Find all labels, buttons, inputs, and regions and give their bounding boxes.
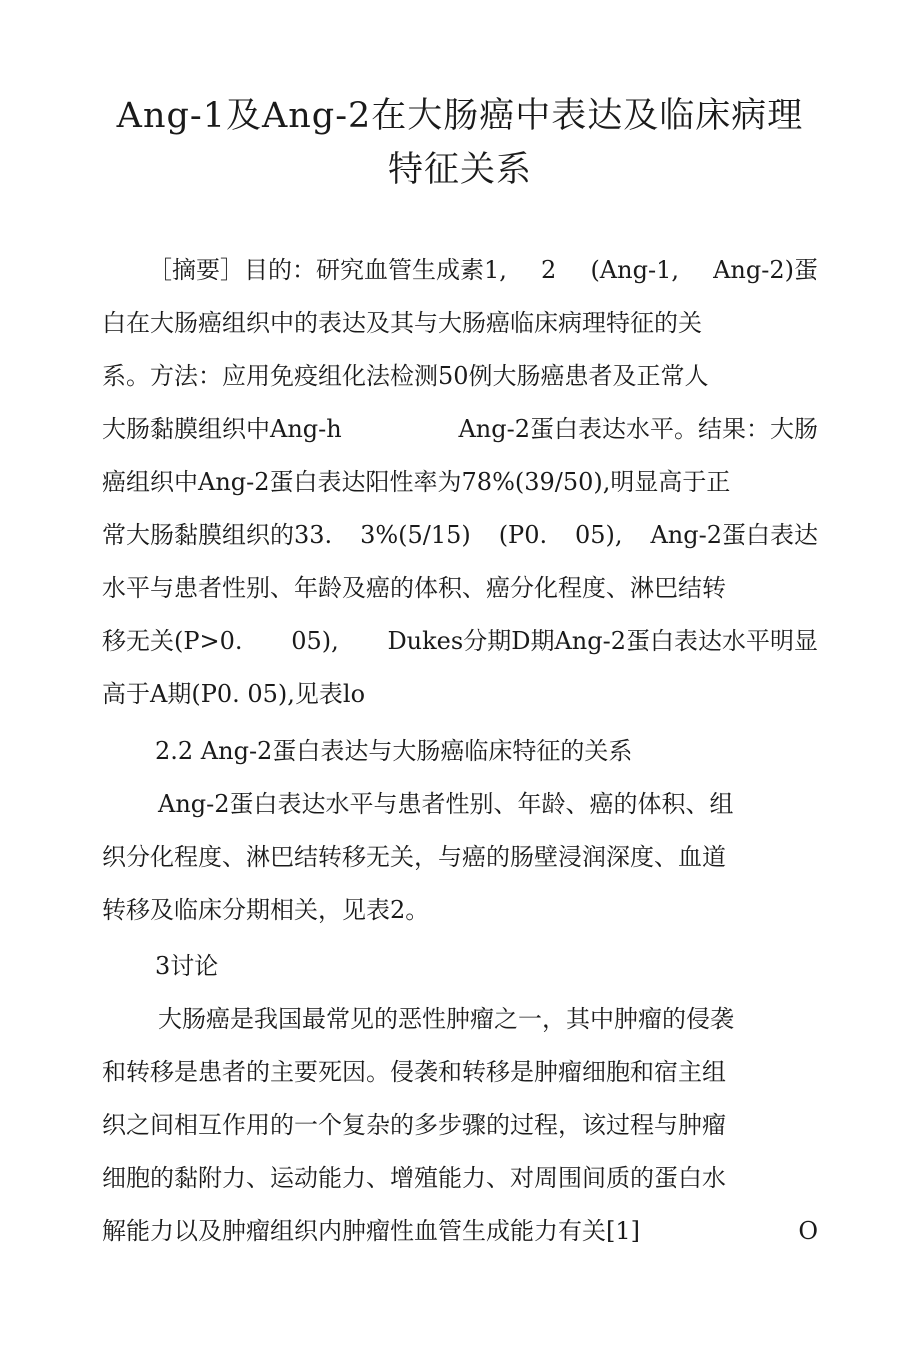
- abstract-line-6-part-a: 常大肠黏膜组织的33.: [102, 521, 333, 549]
- section-3-line-5: [102, 1216, 818, 1246]
- section-3-line-4: 细胞的黏附力、运动能力、增殖能力、对周围间质的蛋白水: [102, 1164, 726, 1192]
- section-3-line-5-part-b: O: [798, 1217, 818, 1245]
- section-2-2-heading: 2.2 Ang-2蛋白表达与大肠癌临床特征的关系: [155, 737, 633, 765]
- abstract-line-1: [148, 255, 818, 285]
- abstract-line-8-part-c: Dukes分期D期Ang-2蛋白表达水平明显: [387, 627, 818, 655]
- abstract-line-6-part-d: 05),: [575, 521, 623, 549]
- abstract-line-6: [102, 520, 818, 550]
- abstract-line-4-part-a: 大肠黏膜组织中Ang-h: [102, 415, 342, 443]
- abstract-line-9: 高于A期(P0. 05),见表lo: [102, 680, 366, 708]
- abstract-line-1-part-b: 2: [541, 256, 557, 284]
- section-2-2-line-1: Ang-2蛋白表达水平与患者性别、年龄、癌的体积、组: [158, 790, 734, 818]
- abstract-line-8-part-a: 移无关(P>0.: [102, 627, 243, 655]
- abstract-line-1-part-a: ［摘要］目的：研究血管生成素1,: [148, 256, 507, 284]
- abstract-line-5: 癌组织中Ang-2蛋白表达阳性率为78%(39/50),明显高于正: [102, 468, 731, 496]
- section-3-line-2: 和转移是患者的主要死因。侵袭和转移是肿瘤细胞和宿主组: [102, 1058, 726, 1086]
- section-2-2-line-3: 转移及临床分期相关，见表2。: [102, 896, 430, 924]
- section-3-line-3: 织之间相互作用的一个复杂的多步骤的过程，该过程与肿瘤: [102, 1111, 726, 1139]
- abstract-line-4-part-b: Ang-2蛋白表达水平。结果：大肠: [458, 415, 818, 443]
- document-title-line-2: 特征关系: [387, 150, 532, 190]
- abstract-line-4: [102, 414, 818, 444]
- section-2-2-line-2: 织分化程度、淋巴结转移无关，与癌的肠壁浸润深度、血道: [102, 843, 726, 871]
- abstract-line-7: 水平与患者性别、年龄及癌的体积、癌分化程度、淋巴结转: [102, 574, 726, 602]
- abstract-line-8-part-b: 05),: [291, 627, 339, 655]
- section-3-heading: 3讨论: [155, 952, 219, 980]
- abstract-line-8: [102, 626, 818, 656]
- abstract-line-6-part-e: Ang-2蛋白表达: [650, 521, 818, 549]
- abstract-line-1-part-c: (Ang-1,: [590, 256, 679, 284]
- abstract-line-6-part-b: 3%(5/15): [360, 521, 471, 549]
- abstract-line-1-part-d: Ang-2)蛋: [713, 256, 818, 284]
- section-3-line-5-part-a: 解能力以及肿瘤组织内肿瘤性血管生成能力有关[1]: [102, 1217, 640, 1245]
- abstract-line-6-part-c: (P0.: [498, 521, 548, 549]
- abstract-line-3: 系。方法：应用免疫组化法检测50例大肠癌患者及正常人: [102, 362, 709, 390]
- abstract-line-2: 白在大肠癌组织中的表达及其与大肠癌临床病理特征的关: [102, 309, 702, 337]
- section-3-line-1: 大肠癌是我国最常见的恶性肿瘤之一，其中肿瘤的侵袭: [158, 1005, 734, 1033]
- document-title-line-1: Ang-1及Ang-2在大肠癌中表达及临床病理: [116, 96, 804, 136]
